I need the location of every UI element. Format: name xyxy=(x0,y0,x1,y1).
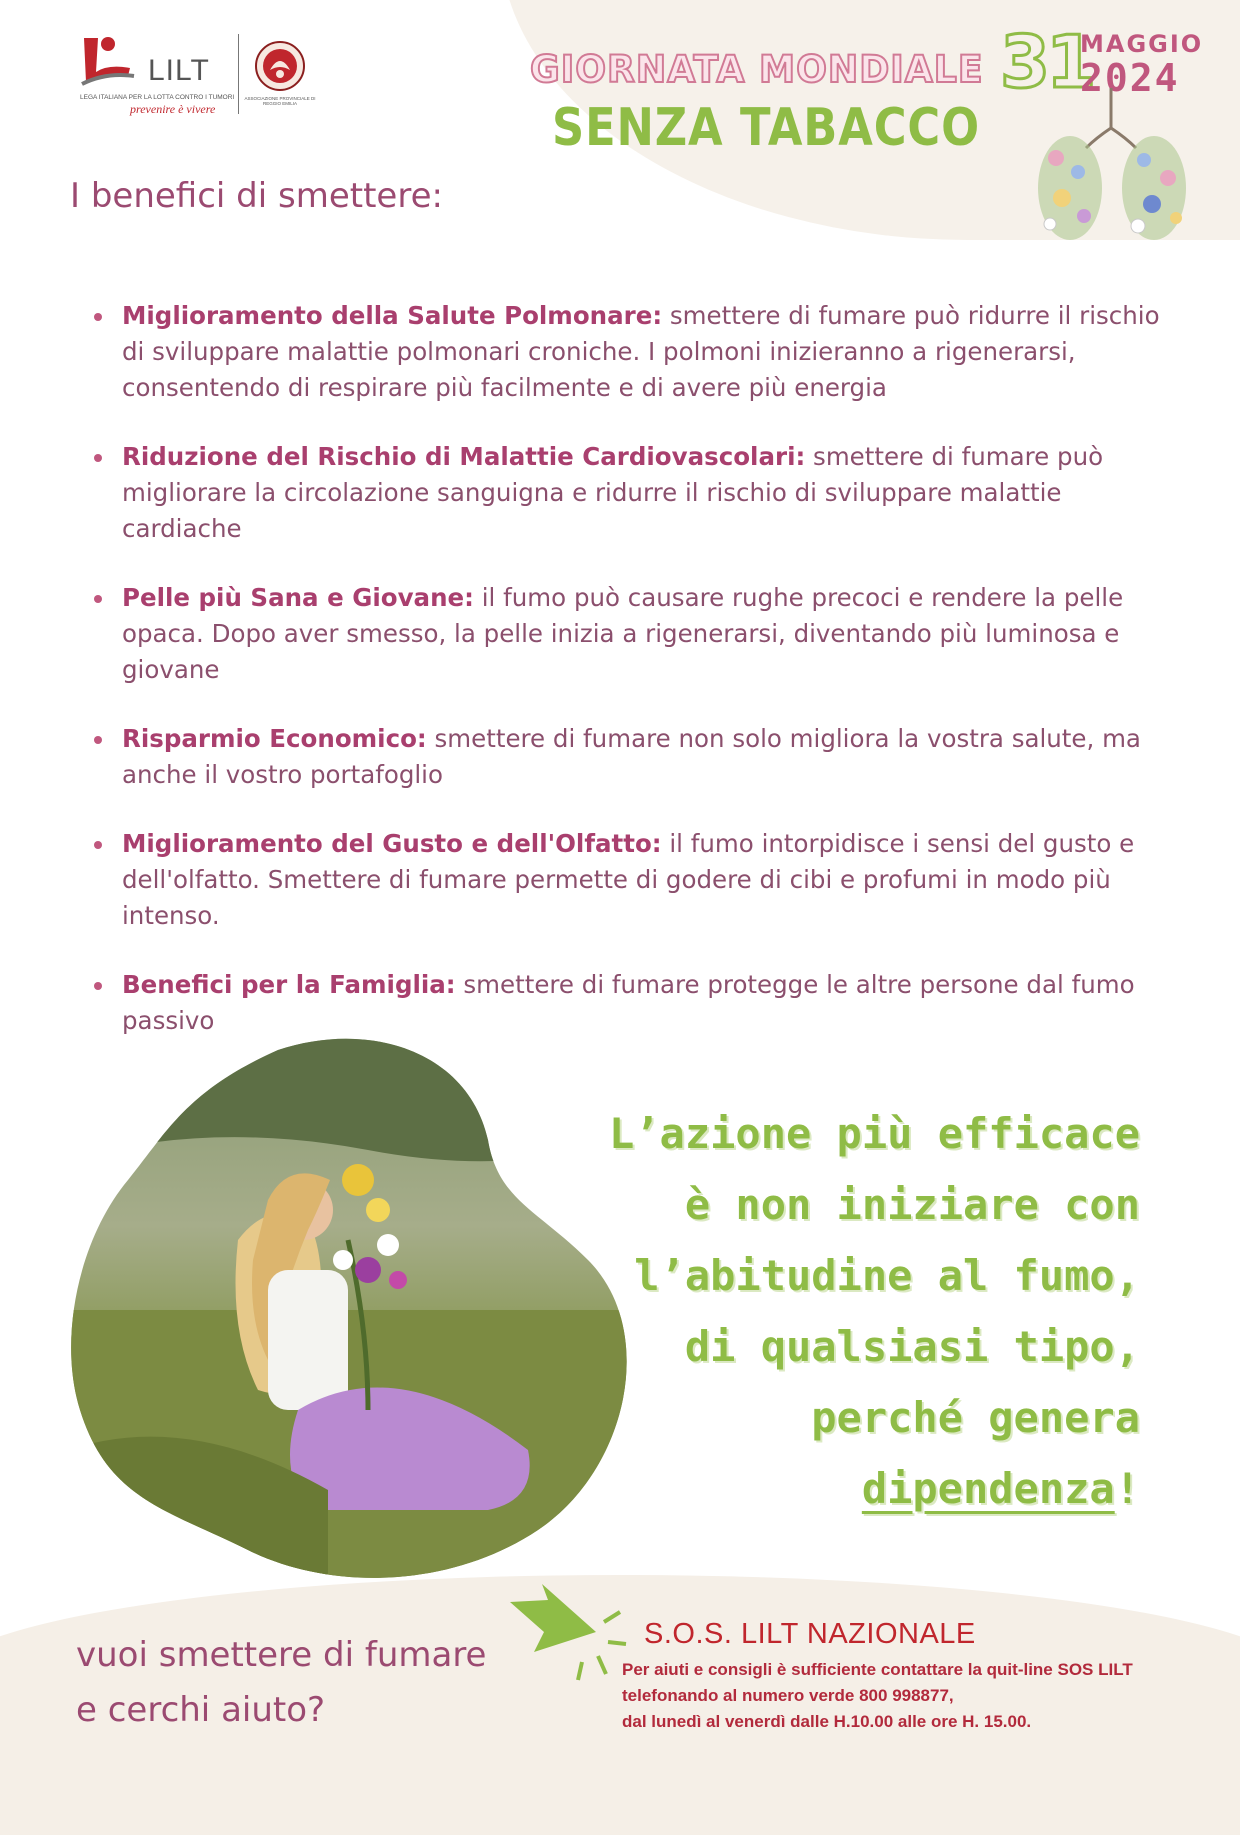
quote-end: ! xyxy=(1114,1464,1140,1513)
sos-title: S.O.S. LILT NAZIONALE xyxy=(644,1618,976,1650)
list-item xyxy=(88,439,1178,547)
logo-subtitle: LEGA ITALIANA PER LA LOTTA CONTRO I TUMORI xyxy=(80,94,235,101)
quote-emphasis: dipendenza xyxy=(861,1464,1115,1513)
list-item xyxy=(88,580,1178,688)
lilt-logo xyxy=(74,30,314,120)
benefit-title: Pelle più Sana e Giovane: xyxy=(122,583,474,612)
seal-caption: ASSOCIAZIONE PROVINCIALE DI REGGIO EMILIA xyxy=(244,96,316,107)
list-item xyxy=(88,826,1178,934)
quote-line-6 xyxy=(480,1453,1140,1524)
date-day: 31 xyxy=(1000,20,1093,104)
benefit-title: Miglioramento della Salute Polmonare: xyxy=(122,301,663,330)
logo-name: LILT xyxy=(148,54,210,87)
quote-line-2: è non iniziare con xyxy=(684,1180,1140,1229)
benefit-text: il fumo può causare rughe precoci e rendere la pelle opaca. Dopo aver smesso, la pelle inizia a rigenerarsi, diventando più luminosa e giovane xyxy=(122,583,1124,684)
logo-divider xyxy=(238,34,239,114)
flower-lungs-icon xyxy=(1026,88,1196,248)
benefit-text: smettere di fumare protegge le altre persone dal fumo passivo xyxy=(122,970,1135,1035)
quote xyxy=(480,1098,1140,1524)
benefit-text: smettere di fumare può ridurre il rischio di sviluppare malattie polmonari croniche. I polmoni inizieranno a rigenerarsi, consentendo di respirare più facilmente e di avere più energia xyxy=(122,301,1160,402)
list-item xyxy=(88,298,1178,406)
list-item xyxy=(88,967,1178,1039)
help-question xyxy=(76,1628,536,1738)
quote-line-4: di qualsiasi tipo, xyxy=(684,1322,1140,1371)
section-heading: I benefici di smettere: xyxy=(70,176,443,216)
sos-text xyxy=(622,1657,1222,1735)
logo-slogan: prevenire è vivere xyxy=(130,102,216,116)
benefit-title: Risparmio Economico: xyxy=(122,724,427,753)
quote-line-3: l’abitudine al fumo, xyxy=(634,1251,1140,1300)
date-year: 2024 xyxy=(1080,56,1180,100)
sos-line-3: dal lunedì al venerdì dalle H.10.00 alle ore H. 15.00. xyxy=(622,1712,1032,1731)
benefit-text: smettere di fumare può migliorare la circolazione sanguigna e ridurre il rischio di sviluppare malattie cardiache xyxy=(122,442,1104,543)
help-question-line-2: e cerchi aiuto? xyxy=(76,1690,326,1730)
benefit-text: smettere di fumare non solo migliora la vostra salute, ma anche il vostro portafoglio xyxy=(122,724,1141,789)
benefit-title: Benefici per la Famiglia: xyxy=(122,970,456,999)
sos-line-1: Per aiuti e consigli è sufficiente contattare la quit-line SOS LILT xyxy=(622,1660,1133,1679)
list-item xyxy=(88,721,1178,793)
benefit-title: Miglioramento del Gusto e dell'Olfatto: xyxy=(122,829,662,858)
benefit-title: Riduzione del Rischio di Malattie Cardiovascolari: xyxy=(122,442,806,471)
arrow-icon xyxy=(508,1582,628,1682)
benefits-list xyxy=(88,298,1178,1072)
event-title-line2: SENZA TABACCO xyxy=(552,98,980,158)
sos-line-2: telefonando al numero verde 800 998877, xyxy=(622,1686,954,1705)
quote-line-5: perché genera xyxy=(811,1393,1140,1442)
quote-line-1: L’azione più efficace xyxy=(608,1109,1140,1158)
lilt-logo-icon xyxy=(78,32,136,88)
benefit-text: il fumo intorpidisce i sensi del gusto e dell'olfatto. Smettere di fumare permette di godere di cibi e profumi in modo più intenso. xyxy=(122,829,1135,930)
seal-icon xyxy=(254,40,306,92)
help-question-line-1: vuoi smettere di fumare xyxy=(76,1635,487,1675)
date-month: MAGGIO xyxy=(1080,30,1204,58)
event-title-line1: GIORNATA MONDIALE xyxy=(530,48,984,91)
